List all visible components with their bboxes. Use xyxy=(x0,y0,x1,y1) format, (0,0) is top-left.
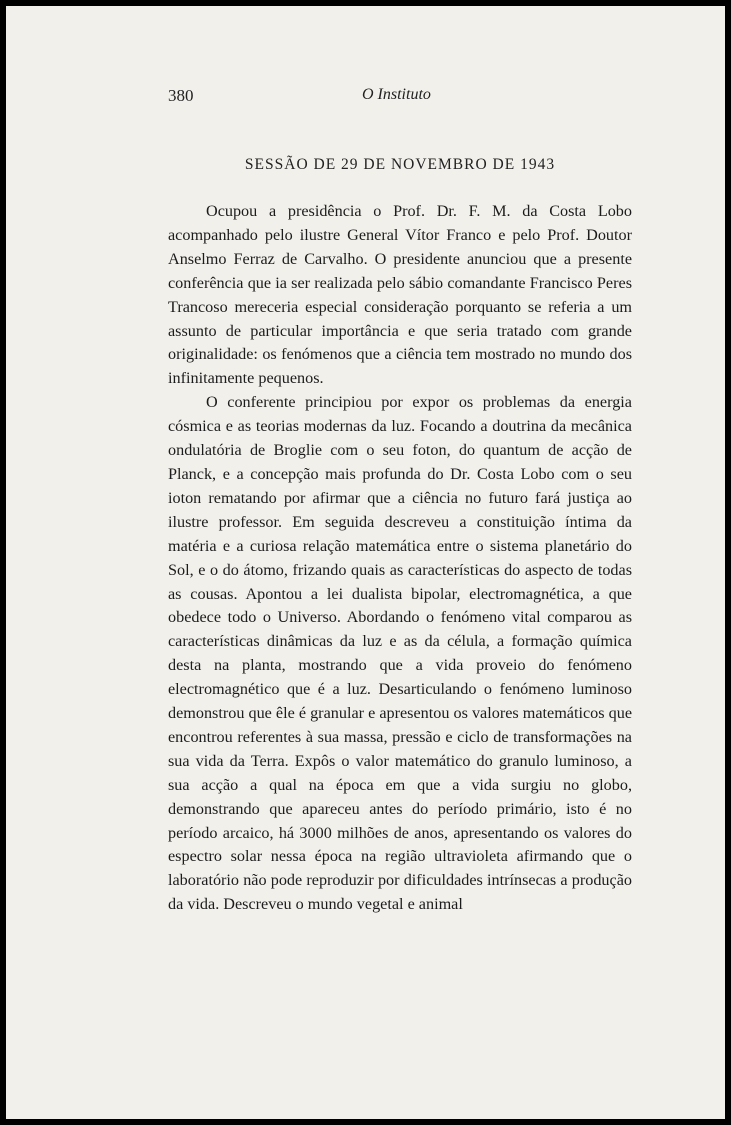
paragraph-lecture: O conferente principiou por expor os problemas da energia cósmica e as teorias modernas da luz. Focando a doutrina da mecânica ondulatória de Broglie com o seu foton, do quantum de acção de Planck, e a concepção mais profunda do Dr. Costa Lobo com o seu ioton rematando por afirmar que a ciência no futuro fará justiça ao ilustre professor. Em seguida descreveu a constituição íntima da matéria e a curiosa relação matemática entre o sistema planetário do Sol, e o do átomo, frizando quais as características do aspecto de todas as cousas. Apontou a lei dualista bipolar, electromagnética, a que obedece todo o Universo. Abordando o fenómeno vital comparou as características dinâmicas da luz e as da célula, a formação química desta na planta, mostrando que a vida proveio do fenómeno electromagnético que é a luz. Desarticulando o fenómeno luminoso demonstrou que êle é granular e apresentou os valores matemáticos que encontrou referentes à sua massa, pressão e ciclo de transformações na sua vida da Terra. Expôs o valor matemático do granulo luminoso, a sua acção a qual na época em que a vida surgiu no globo, demonstrando que apareceu antes do período primário, isto é no período arcaico, há 3000 milhões de anos, apresentando os valores do espectro solar nessa época na região ultravioleta afirmando que o laboratório não pode reproduzir por dificuldades intrínsecas a produção da vida. Descreveu o mundo vegetal e animal xyxy=(168,393,632,914)
document-page xyxy=(6,6,725,1119)
session-title: SESSÃO DE 29 DE NOVEMBRO DE 1943 xyxy=(244,156,556,173)
page-number: 380 xyxy=(168,86,194,105)
body-text xyxy=(168,200,632,917)
page-header xyxy=(168,86,632,110)
paragraph-opening: Ocupou a presidência o Prof. Dr. F. M. da Costa Lobo acompanhado pelo ilustre General Vítor Franco e pelo Prof. Doutor Anselmo Ferraz de Carvalho. O presidente anunciou que a presente conferência que ia ser realizada pelo sábio comandante Francisco Peres Trancoso mereceria especial consideração porquanto se referia a um assunto de particular importância e que seria tratado com grande originalidade: os fenómenos que a ciência tem mostrado no mundo dos infinitamente pequenos. xyxy=(168,202,632,388)
running-title: O Instituto xyxy=(362,86,431,103)
